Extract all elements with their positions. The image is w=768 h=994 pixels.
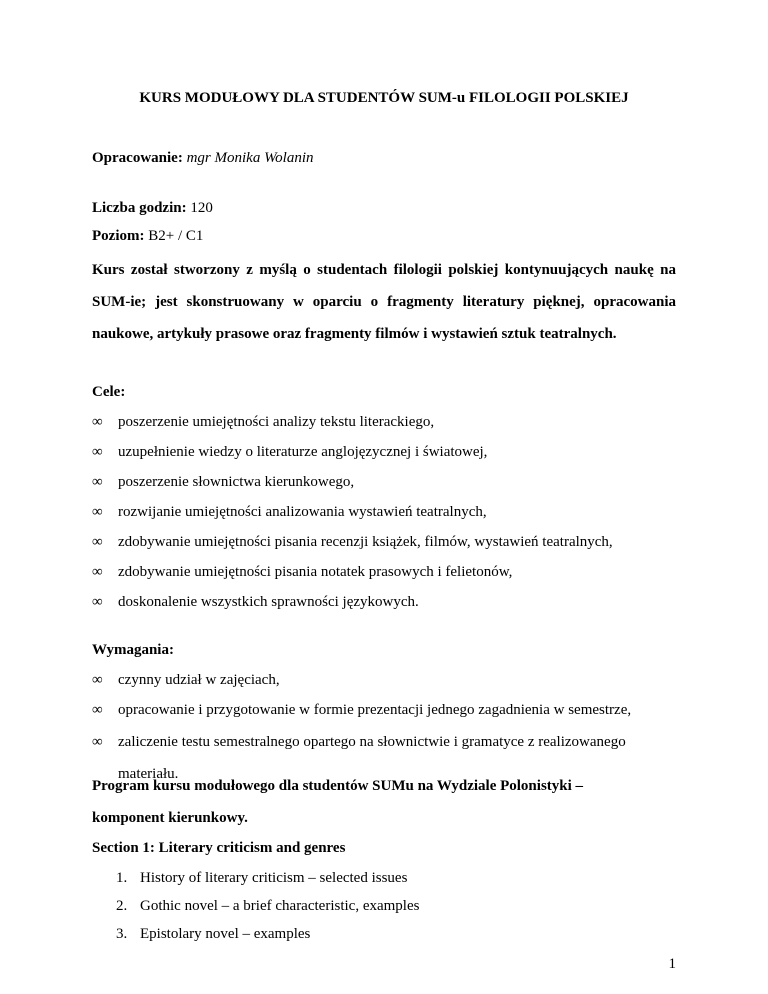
section-1-item [116,898,419,915]
section-1-heading: Section 1: Literary criticism and genres [92,840,346,856]
section-1-item-text: History of literary criticism – selected issues [140,870,408,886]
goal-item-text: zdobywanie umiejętności pisania recenzji książek, filmów, wystawień teatralnych, [118,534,613,550]
goal-item-text: uzupełnienie wiedzy o literaturze anglojęzycznej i światowej, [118,444,488,460]
hours-label: Liczba godzin: [92,200,187,216]
goal-item [92,594,419,611]
infinity-bullet-icon: ∞ [92,672,103,688]
author-line [92,150,314,167]
infinity-bullet-icon: ∞ [92,534,103,550]
infinity-bullet-icon: ∞ [92,504,103,520]
section-1-item-number: 2. [116,898,128,914]
section-1-item [116,926,310,943]
goal-item [92,414,434,431]
hours-value: 120 [190,200,213,216]
document-title: KURS MODUŁOWY DLA STUDENTÓW SUM-u FILOLOGII POLSKIEJ [139,90,629,106]
requirement-item-text: czynny udział w zajęciach, [118,672,280,688]
hours-line [92,200,213,217]
goal-item [92,474,354,491]
goal-item [92,444,487,461]
goal-item [92,564,512,581]
goal-item-text: poszerzenie umiejętności analizy tekstu literackiego, [118,414,435,430]
level-line [92,228,203,245]
goal-item [92,504,487,521]
section-1-item-number: 3. [116,926,128,942]
level-label: Poziom: [92,228,145,244]
infinity-bullet-icon: ∞ [92,594,103,610]
goal-item-text: rozwijanie umiejętności analizowania wystawień teatralnych, [118,504,487,520]
author-label: Opracowanie: [92,150,183,166]
infinity-bullet-icon: ∞ [92,564,103,580]
goal-item [92,534,613,551]
section-1-item-text: Epistolary novel – examples [140,926,311,942]
page-number: 1 [668,956,676,972]
section-1-item [116,870,407,887]
program-heading [92,770,692,834]
infinity-bullet-icon: ∞ [92,474,103,490]
section-1-item-text: Gothic novel – a brief characteristic, examples [140,898,420,914]
infinity-bullet-icon: ∞ [92,444,103,460]
program-heading-line-1: Program kursu modułowego dla studentów SUMu na Wydziale Polonistyki – [92,778,584,794]
level-value: B2+ / C1 [148,228,204,244]
goal-item-text: poszerzenie słownictwa kierunkowego, [118,474,355,490]
infinity-bullet-icon: ∞ [92,414,103,430]
goal-item-text: doskonalenie wszystkich sprawności językowych. [118,594,419,610]
requirement-item [92,672,280,689]
requirement-item-text: zaliczenie testu semestralnego opartego na słownictwie i gramatyce z realizowanego materiału. [118,734,626,782]
author-value: mgr Monika Wolanin [186,150,314,166]
section-1-item-number: 1. [116,870,128,886]
requirement-item [92,702,631,719]
program-heading-line-2: komponent kierunkowy. [92,810,248,826]
intro-paragraph: Kurs został stworzony z myślą o studentach filologii polskiej kontynuujących naukę na SUM-ie; jest skonstruowany w oparciu o fragmenty literatury pięknej, opracowania naukowe, artykuły prasowe oraz fragmenty filmów i wystawień sztuk teatralnych. [92,262,676,342]
requirement-item-text: opracowanie i przygotowanie w formie prezentacji jednego zagadnienia w semestrze, [118,702,632,718]
infinity-bullet-icon: ∞ [92,734,103,750]
goal-item-text: zdobywanie umiejętności pisania notatek prasowych i felietonów, [118,564,513,580]
requirements-heading: Wymagania: [92,642,174,658]
goals-heading: Cele: [92,384,126,400]
infinity-bullet-icon: ∞ [92,702,103,718]
